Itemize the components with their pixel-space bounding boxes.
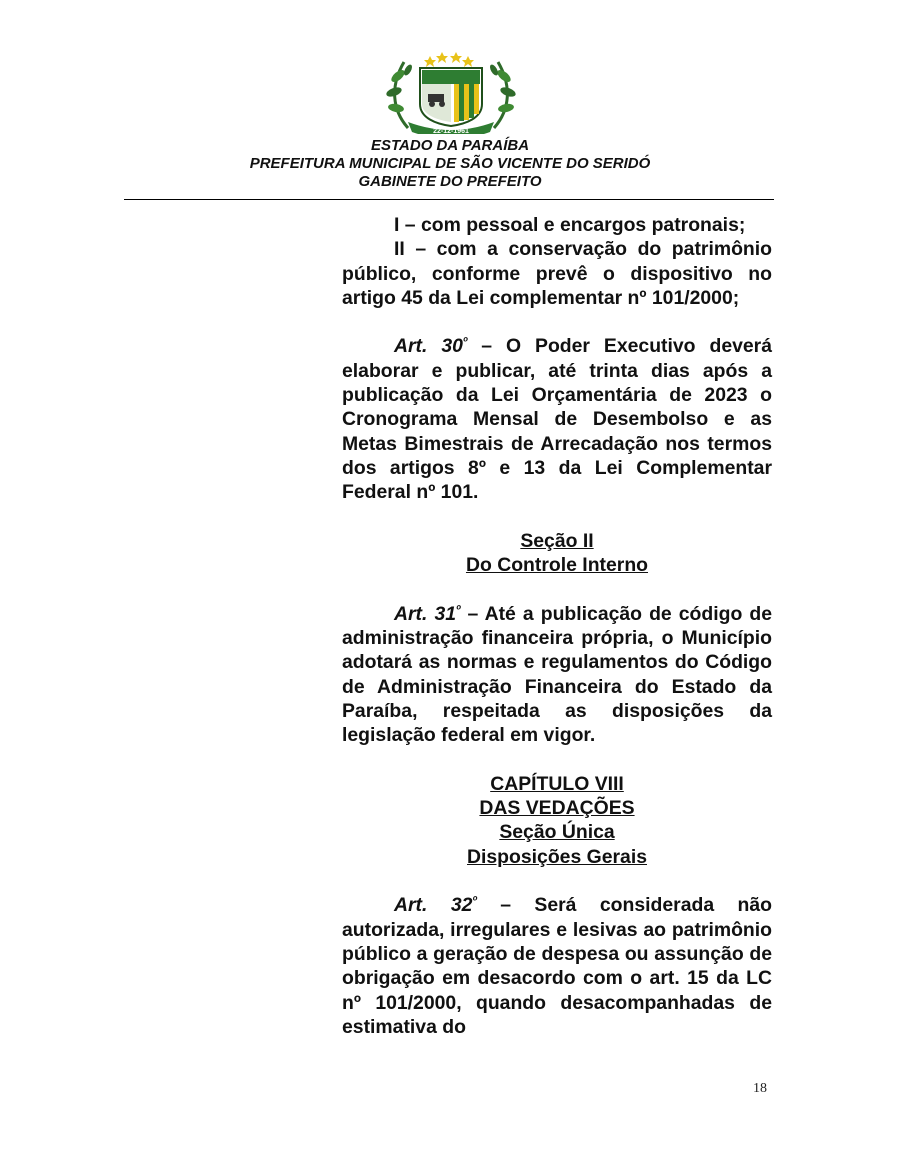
article-30-paragraph (342, 334, 772, 504)
article-31-ordinal: º (456, 602, 461, 617)
item-two-paragraph: II – com a conservação do patrimônio público, conforme prevê o dispositivo no artigo 45 da Lei complementar nº 101/2000; (342, 238, 772, 309)
section-unica-title: Seção Única (499, 821, 615, 844)
crest-ribbon-date: 22-12-1961 (433, 128, 469, 134)
left-branch-icon (385, 62, 413, 128)
section-ii-title: Seção II (520, 529, 594, 552)
article-30-text: – O Poder Executivo deverá elaborar e publicar, até trinta dias após a publicação da Lei Orçamentária de 2023 o Cronograma Mensal de Desembolso e as Metas Bimestrais de Arrecadação nos termos dos artigos 8º e 13 da Lei Complementar Federal nº 101. (342, 335, 772, 504)
header-divider (124, 199, 774, 200)
section-ii-subtitle: Do Controle Interno (465, 554, 649, 577)
page-number: 18 (753, 1081, 767, 1096)
header-municipality: PREFEITURA MUNICIPAL DE SÃO VICENTE DO SERIDÓ (249, 155, 651, 172)
chapter-title: DAS VEDAÇÕES (479, 797, 635, 820)
coat-of-arms-emblem (378, 46, 524, 134)
section-unica-subtitle: Disposições Gerais (467, 845, 647, 868)
article-31-text: – Até a publicação de código de administração financeira própria, o Município adotará as normas e regulamentos do Código de Administração Financeira do Estado da Paraíba, respeitada as disposições da legislação federal em vigor. (342, 602, 772, 747)
document-header (120, 137, 780, 191)
article-32-label: Art. 32 (394, 894, 473, 917)
article-32-ordinal: º (472, 893, 477, 908)
article-32-text: – Será considerada não autorizada, irregulares e lesivas ao patrimônio público a geração de despesa ou assunção de obrigação em desacordo com o art. 15 da LC nº 101/2000, quando desacompanhadas de estimativa do (342, 894, 772, 1038)
document-body (342, 213, 772, 1039)
item-one-paragraph: I – com pessoal e encargos patronais; (394, 214, 746, 236)
shield-icon (420, 68, 482, 126)
header-office: GABINETE DO PREFEITO (358, 173, 542, 190)
article-31-label: Art. 31 (394, 602, 457, 625)
header-state: ESTADO DA PARAÍBA (370, 137, 530, 154)
article-30-label: Art. 30 (394, 335, 463, 358)
article-31-paragraph (342, 602, 772, 748)
chapter-heading: CAPÍTULO VIII (490, 772, 624, 795)
right-branch-icon (488, 62, 516, 128)
crest-stars-icon (424, 52, 474, 67)
article-30-ordinal: º (462, 334, 468, 349)
article-32-paragraph (342, 893, 772, 1039)
